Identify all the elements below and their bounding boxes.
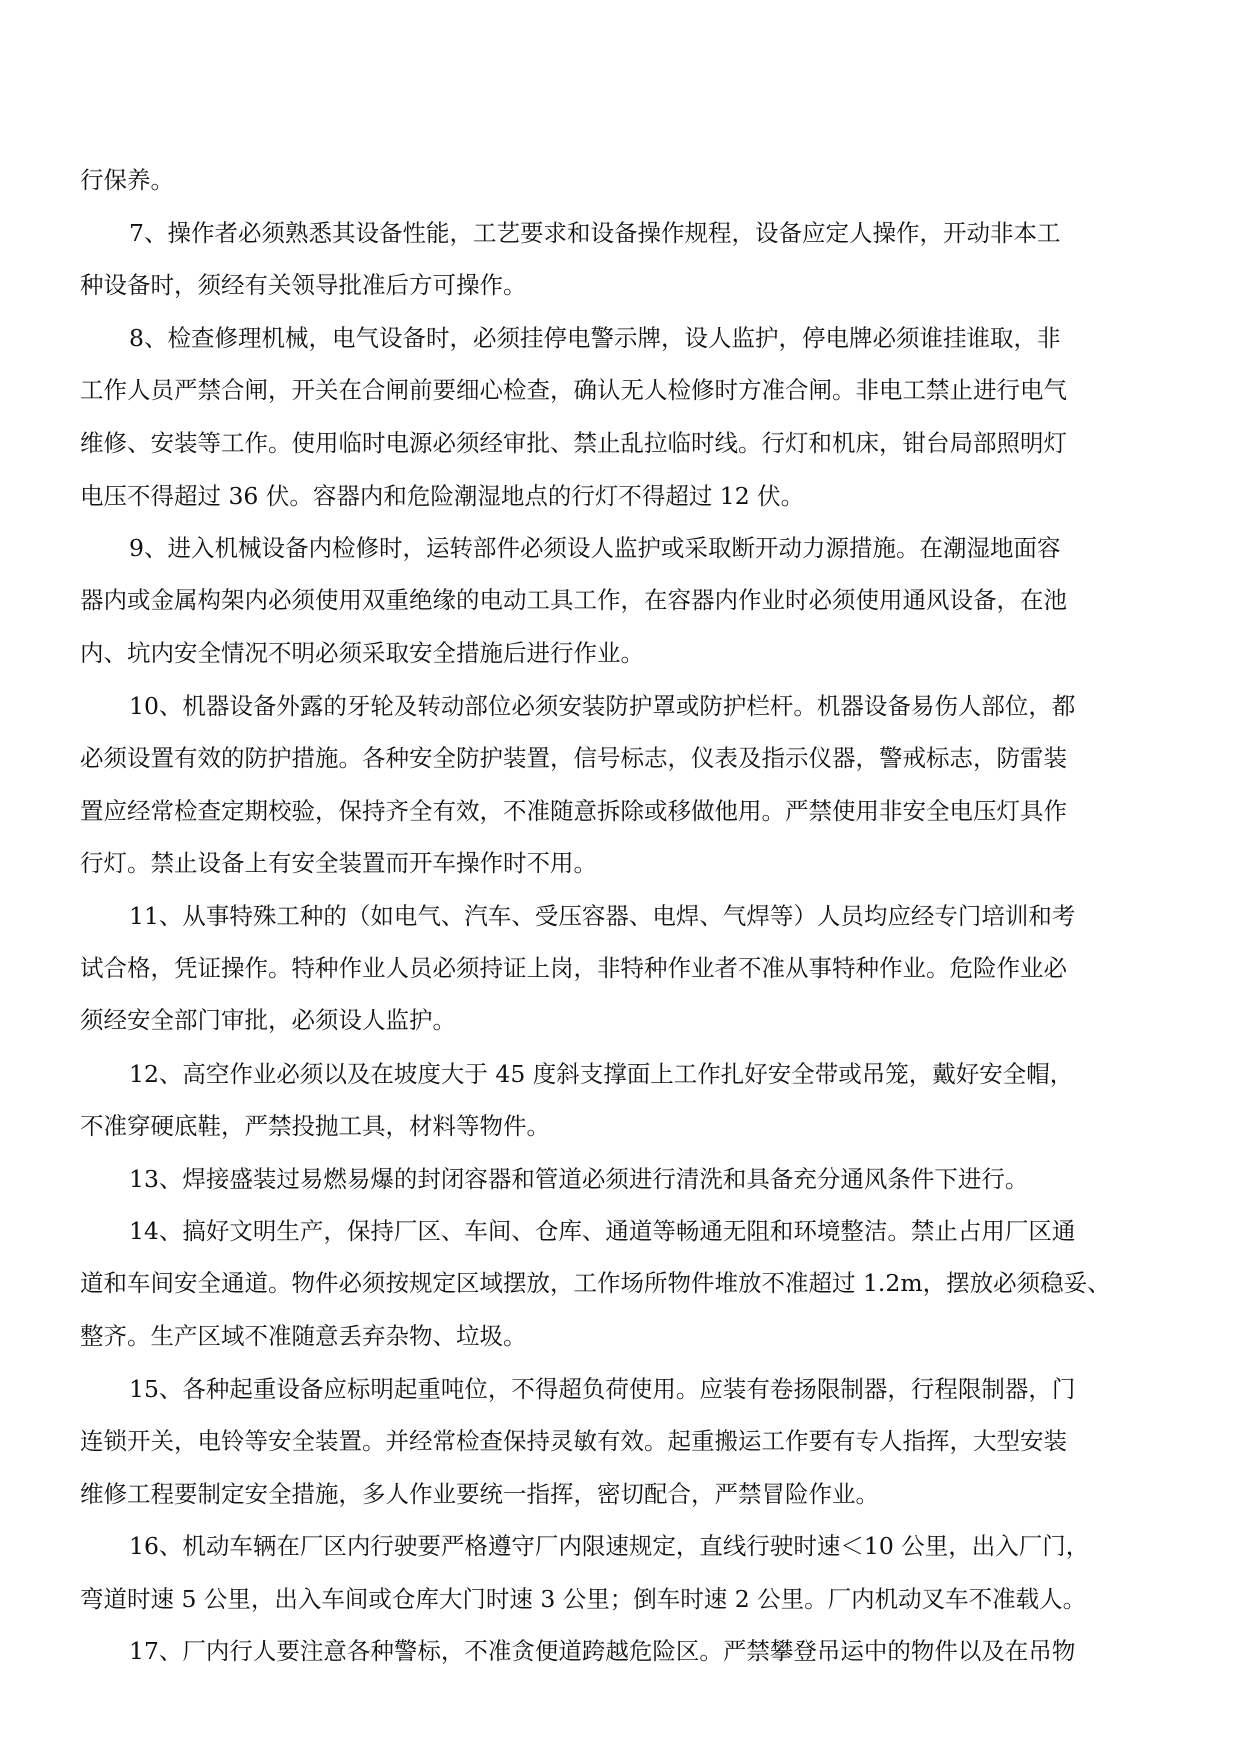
text-line (0, 481, 1241, 511)
line-text: 道和车间安全通道。物件必须按规定区域摆放，工作场所物件堆放不准超过 1.2m，摆放必须稳妥、 (80, 1269, 1111, 1297)
text-line (0, 1636, 1241, 1666)
line-text: 种设备时，须经有关领导批准后方可操作。 (80, 271, 527, 299)
line-text: 电压不得超过 36 伏。容器内和危险潮湿地点的行灯不得超过 12 伏。 (80, 482, 805, 510)
text-line (0, 848, 1241, 878)
text-line (0, 165, 1241, 195)
line-text: 11、从事特殊工种的（如电气、汽车、受压容器、电焊、气焊等）人员均应经专门培训和考 (129, 902, 1076, 930)
line-text: 行保养。 (80, 166, 174, 194)
text-line (0, 1426, 1241, 1456)
text-line (0, 1005, 1241, 1035)
text-line (0, 953, 1241, 983)
line-text: 12、高空作业必须以及在坡度大于 45 度斜支撑面上工作扎好安全带或吊笼，戴好安全帽， (129, 1060, 1074, 1088)
line-text: 10、机器设备外露的牙轮及转动部位必须安装防护罩或防护栏杆。机器设备易伤人部位，都 (129, 692, 1076, 720)
line-text: 14、搞好文明生产，保持厂区、车间、仓库、通道等畅通无阻和环境整洁。禁止占用厂区通 (129, 1217, 1076, 1245)
line-text: 连锁开关，电铃等安全装置。并经常检查保持灵敏有效。起重搬运工作要有专人指挥，大型安装 (80, 1427, 1067, 1455)
line-text: 维修工程要制定安全措施，多人作业要统一指挥，密切配合，严禁冒险作业。 (80, 1480, 879, 1508)
line-text: 工作人员严禁合闸，开关在合闸前要细心检查，确认无人检修时方准合闸。非电工禁止进行电气 (80, 376, 1067, 404)
line-text: 17、厂内行人要注意各种警标，不准贪便道跨越危险区。严禁攀登吊运中的物件以及在吊物 (129, 1637, 1076, 1665)
line-text: 不准穿硬底鞋，严禁投抛工具，材料等物件。 (80, 1112, 550, 1140)
text-line (0, 585, 1241, 615)
text-line (0, 375, 1241, 405)
text-line (0, 1111, 1241, 1141)
line-text: 置应经常检查定期校验，保持齐全有效，不准随意拆除或移做他用。严禁使用非安全电压灯具作 (80, 797, 1067, 825)
line-text: 8、检查修理机械，电气设备时，必须挂停电警示牌，设人监护，停电牌必须谁挂谁取，非 (129, 324, 1061, 352)
text-line (0, 1268, 1241, 1298)
line-text: 整齐。生产区域不准随意丢弃杂物、垃圾。 (80, 1322, 527, 1350)
text-line (0, 1321, 1241, 1351)
line-text: 必须设置有效的防护措施。各种安全防护装置，信号标志，仪表及指示仪器，警戒标志，防雷装 (80, 744, 1067, 772)
text-line (0, 428, 1241, 458)
text-line (0, 1584, 1241, 1614)
text-line (0, 1479, 1241, 1509)
text-line (0, 1374, 1241, 1404)
text-line (0, 1164, 1241, 1194)
text-line (0, 270, 1241, 300)
line-text: 9、进入机械设备内检修时，运转部件必须设人监护或采取断开动力源措施。在潮湿地面容 (129, 534, 1061, 562)
line-text: 维修、安装等工作。使用临时电源必须经审批、禁止乱拉临时线。行灯和机床，钳台局部照明灯 (80, 429, 1067, 457)
text-line (0, 218, 1241, 248)
text-line (0, 1216, 1241, 1246)
text-line (0, 691, 1241, 721)
text-line (0, 901, 1241, 931)
text-line (0, 743, 1241, 773)
text-line (0, 323, 1241, 353)
line-text: 弯道时速 5 公里，出入车间或仓库大门时速 3 公里；倒车时速 2 公里。厂内机动叉车不准载人。 (80, 1585, 1087, 1613)
line-text: 须经安全部门审批，必须设人监护。 (80, 1006, 456, 1034)
line-text: 内、坑内安全情况不明必须采取安全措施后进行作业。 (80, 639, 644, 667)
text-line (0, 1531, 1241, 1561)
text-line (0, 533, 1241, 563)
line-text: 试合格，凭证操作。特种作业人员必须持证上岗，非特种作业者不准从事特种作业。危险作业必 (80, 954, 1067, 982)
text-line (0, 796, 1241, 826)
text-line (0, 638, 1241, 668)
line-text: 行灯。禁止设备上有安全装置而开车操作时不用。 (80, 849, 597, 877)
line-text: 7、操作者必须熟悉其设备性能，工艺要求和设备操作规程，设备应定人操作，开动非本工 (129, 219, 1061, 247)
text-line (0, 1059, 1241, 1089)
line-text: 15、各种起重设备应标明起重吨位，不得超负荷使用。应装有卷扬限制器，行程限制器，门 (129, 1375, 1076, 1403)
line-text: 器内或金属构架内必须使用双重绝缘的电动工具工作，在容器内作业时必须使用通风设备，在池 (80, 586, 1067, 614)
line-text: 16、机动车辆在厂区内行驶要严格遵守厂内限速规定，直线行驶时速＜10 公里，出入厂门， (129, 1532, 1090, 1560)
line-text: 13、焊接盛装过易燃易爆的封闭容器和管道必须进行清洗和具备充分通风条件下进行。 (129, 1165, 1029, 1193)
